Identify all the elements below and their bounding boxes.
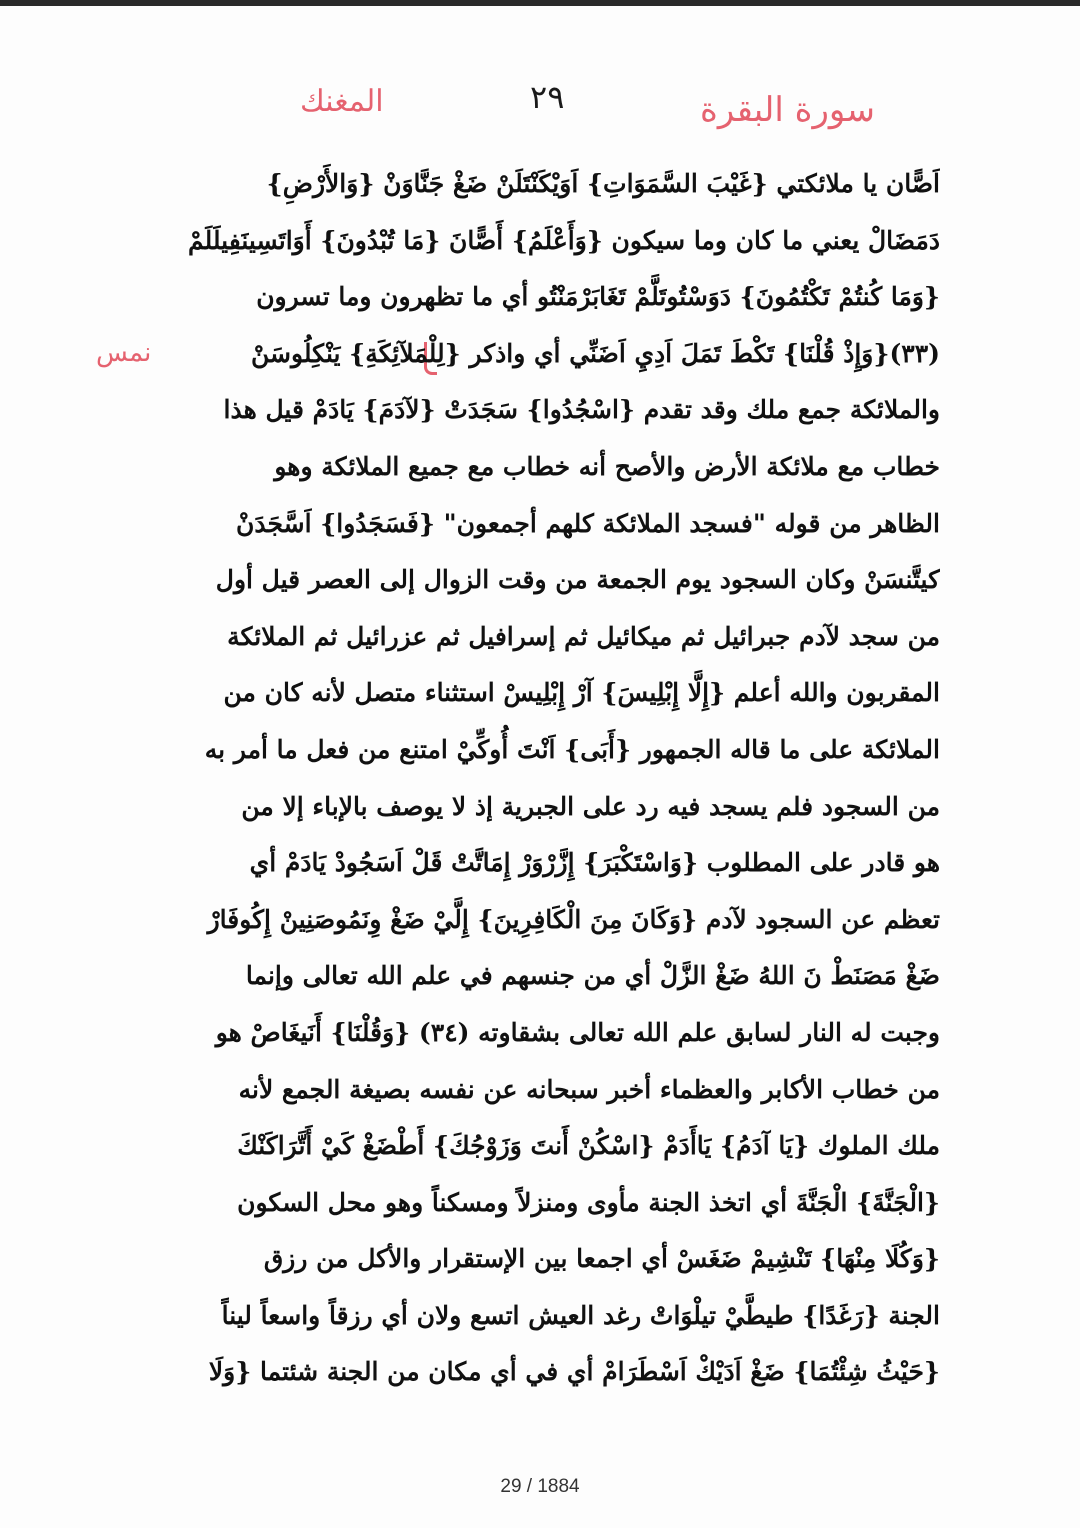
text-line: (٣٣){وَإِذْ قُلْنَا} تَكْطَ تَمَلَ اَدِيِ اَضَنِّي أي واذكر {لِلْمَلآئِكَةِ} يَنْكِلُوسَنْ bbox=[250, 338, 940, 368]
text-line: {الْجَنَّةَ} الْجَنَّةَ أي اتخذ الجنة مأوى ومنزلاً ومسكناً وهو محل السكون bbox=[237, 1187, 940, 1217]
text-line: الظاهر من قوله "فسجد الملائكة كلهم أجمعون" {فَسَجَدُوا} اَسَّجَدَنْ bbox=[236, 508, 940, 538]
surah-title: سورة البقرة bbox=[700, 90, 875, 130]
handwritten-margin-note: نمس bbox=[96, 338, 152, 368]
text-line: كيتَّنسَنْ وكان السجود يوم الجمعة من وقت الزوال إلى العصر قيل أول bbox=[215, 565, 940, 595]
text-line: المقربون والله أعلم {إِلَّا إِبْلِيسَ} آرْ إِبْلِيسْ استثناء متصل لأنه كان من bbox=[223, 678, 940, 708]
document-page bbox=[0, 6, 1080, 1528]
text-line: من سجد لآدم جبرائيل ثم ميكائيل ثم إسرافيل ثم عزرائيل ثم الملائكة bbox=[227, 621, 940, 651]
text-line: ضَغْ مَصَنَطْ نَ اللهُ ضَغْ الزَّلْ أي من جنسهم في علم الله تعالى وإنما bbox=[245, 961, 940, 991]
text-line: {وَكُلَا مِنْهَا} تَنْشِيمْ ضَغَسْ أي اجمعا بين الإستقرار والأكل من رزق bbox=[263, 1244, 940, 1274]
text-line: وجبت له النار لسابق علم الله تعالى بشقاوته (٣٤) {وَقُلْنَا} أَنَيغَاصْ هو bbox=[215, 1017, 940, 1047]
page-body bbox=[160, 156, 940, 1401]
text-line: تعظم عن السجود لآدم {وَكَانَ مِنَ الْكَافِرِينَ} إِلَّيْ ضَغْ وِنَمُوصَنِينْ إِكُوفَارْ bbox=[207, 904, 940, 934]
text-line: والملائكة جمع ملك وقد تقدم {اسْجُدُوا} سَجَدَتْ {لآدَمَ} يَادَمْ قيل هذا bbox=[223, 395, 940, 425]
text-line: اَصًّان يا ملائكتي {غَيْبَ السَّمَوَاتِ} اَوَيْكَنْتَلَنْ ضَغْ جَنَّاوَنْ {وَالأَرْضِ} bbox=[266, 169, 940, 198]
text-line: ملك الملوك {يَا آدَمُ} يَاأَدَمْ {اسْكُنْ أَنتَ وَزَوْجُكَ} أَطْضَغْ كَيْ أَتَّرَاكَنْكَ bbox=[237, 1131, 940, 1161]
text-line: الجنة {رَغَدًا} طيطَّيْ تيلْوَاتْ رغد العيش اتسع ولان أي رزقاً واسعاً ليناً bbox=[221, 1300, 940, 1330]
text-line: دَمَضَالْ يعني ما كان وما سيكون {وَأَعْلَمُ} أَصًّانَ {مَا تُبْدُونَ} أَوَاتَسِينَفِيلَلَمْ bbox=[187, 225, 940, 255]
header-margin-note: المغنك bbox=[300, 84, 384, 119]
text-line: من السجود فلم يسجد فيه رد على الجبرية إذ لا يوصف بالإباء إلا من bbox=[241, 791, 940, 821]
page-counter: 29 / 1884 bbox=[500, 1476, 580, 1497]
text-line: {حَيْثُ شِئْتُمَا} ضَغْ اَدَيْكْ اَسْطَرَامْ أي في أي مكان من الجنة شئتما {وَلَا bbox=[208, 1357, 940, 1387]
text-line: الملائكة على ما قاله الجمهور {أَبَى} اَنْتَ أُوكِّيْ امتنع من فعل ما أمر به bbox=[204, 734, 940, 764]
text-line: من خطاب الأكابر والعظماء أخبر سبحانه عن نفسه بصيغة الجمع لأنه bbox=[238, 1074, 940, 1104]
page-header bbox=[0, 74, 1080, 144]
text-line: هو قادر على المطلوب {وَاسْتَكْبَرَ} إِزَّرْوَرْ إِمَاتَّتْ قَلْ اَسَجُودْ يَادَمْ أي bbox=[249, 848, 940, 878]
text-line: خطاب مع ملائكة الأرض والأصح أنه خطاب مع جميع الملائكة وهو bbox=[274, 451, 940, 481]
text-line: {وَمَا كُنتُمْ تَكْتُمُونَ} دَوَسْتُوتَلَّمْ تَغَابَرْمَنْتُو أي ما تظهرون وما تسرون bbox=[256, 282, 940, 312]
page-number: ٢٩ bbox=[530, 78, 565, 116]
